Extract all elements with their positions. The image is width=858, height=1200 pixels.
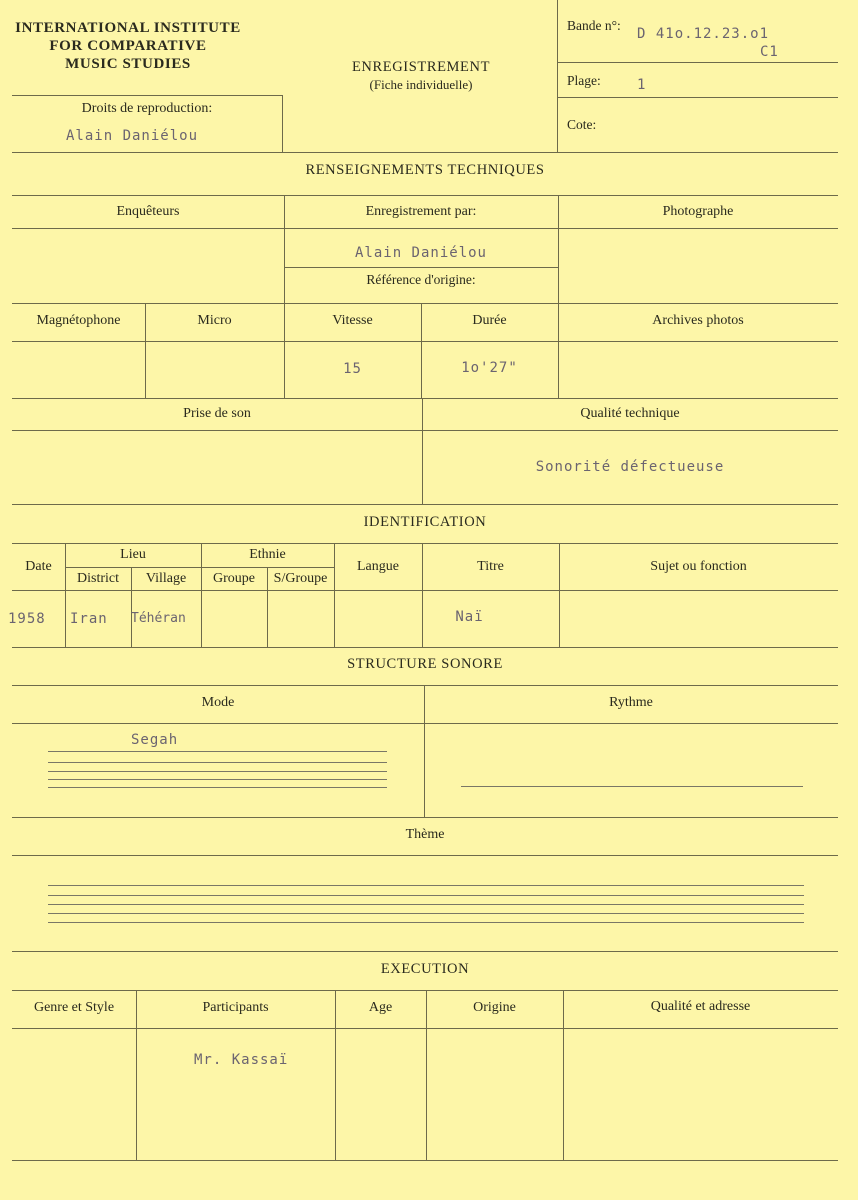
structure-div <box>424 685 425 817</box>
lieu-label: Lieu <box>120 547 146 562</box>
genre-label: Genre et Style <box>33 1000 115 1015</box>
execution-bottom <box>12 1160 838 1161</box>
ident-div-titre <box>559 543 560 647</box>
village-label: Village <box>145 571 187 586</box>
header-bottom-line <box>12 152 838 153</box>
rythme-label: Rythme <box>609 695 653 710</box>
structure-section-title: STRUCTURE SONORE <box>347 656 503 672</box>
theme-write-line-2 <box>48 895 804 896</box>
date-label: Date <box>25 559 52 574</box>
bande-label: Bande n°: <box>567 18 621 33</box>
tech-row2-div2 <box>284 303 285 398</box>
execution-header-line <box>12 1028 838 1029</box>
institute-name-line-2: FOR COMPARATIVE <box>49 38 207 54</box>
bande-suffix: C1 <box>760 44 779 60</box>
form-title: ENREGISTREMENT <box>351 59 491 75</box>
groupe-label: Groupe <box>213 571 255 586</box>
institute-name-line-3: MUSIC STUDIES <box>65 56 191 72</box>
titre-value: Naï <box>455 609 484 625</box>
participants-label: Participants <box>202 1000 269 1015</box>
theme-write-line-4 <box>48 913 804 914</box>
magnetophone-label: Magnétophone <box>36 313 121 328</box>
duree-label: Durée <box>472 313 507 328</box>
ident-title-line <box>12 543 838 544</box>
tech-row3-div <box>422 398 423 504</box>
structure-header-line <box>12 723 838 724</box>
theme-write-line-3 <box>48 904 804 905</box>
reference-line <box>284 267 558 268</box>
mode-write-line-4 <box>48 779 387 780</box>
enregistrement-par-label: Enregistrement par: <box>365 204 477 219</box>
droits-right-line <box>282 95 283 152</box>
ident-div-langue <box>422 543 423 647</box>
village-value: Téhéran <box>131 611 186 626</box>
structure-bottom <box>12 817 838 818</box>
cote-label: Cote: <box>567 117 597 132</box>
tech-row2-div4 <box>558 303 559 398</box>
institute-name-line-1: INTERNATIONAL INSTITUTE <box>15 20 241 36</box>
qualite-label: Qualité technique <box>580 406 680 421</box>
micro-label: Micro <box>197 313 232 328</box>
duree-value: 1o'27" <box>461 360 518 376</box>
execution-section-title: EXECUTION <box>380 961 470 977</box>
qualite-adresse-label: Qualité et adresse <box>650 999 751 1014</box>
plage-line <box>558 97 838 98</box>
langue-label: Langue <box>357 559 399 574</box>
execution-div3 <box>426 990 427 1160</box>
execution-div2 <box>335 990 336 1160</box>
droits-top-line <box>12 95 282 96</box>
form-subtitle: (Fiche individuelle) <box>369 77 473 92</box>
enregistrement-value: Alain Daniélou <box>354 245 487 261</box>
qualite-value: Sonorité défectueuse <box>535 459 725 475</box>
prise-label: Prise de son <box>183 406 251 421</box>
participants-value: Mr. Kassaï <box>194 1052 289 1068</box>
ident-header-line <box>12 590 838 591</box>
theme-write-line-5 <box>48 922 804 923</box>
structure-title-line <box>12 685 838 686</box>
tech-row2-header-line <box>12 341 838 342</box>
header-divider <box>557 0 558 152</box>
mode-write-line-5 <box>48 787 387 788</box>
tech-row2-div1 <box>145 303 146 398</box>
tech-row3-header-line <box>12 430 838 431</box>
reference-label: Référence d'origine: <box>366 272 476 287</box>
plage-value: 1 <box>637 77 647 93</box>
mode-write-line-2 <box>48 762 387 763</box>
enqueteurs-label: Enquêteurs <box>116 204 180 219</box>
archives-label: Archives photos <box>652 313 744 328</box>
ident-section-title: IDENTIFICATION <box>363 514 487 530</box>
date-value: 1958 <box>8 611 46 627</box>
droits-value: Alain Daniélou <box>66 128 199 144</box>
rythme-write-line <box>461 786 803 787</box>
vitesse-label: Vitesse <box>332 313 373 328</box>
ethnie-label: Ethnie <box>249 547 286 562</box>
execution-div4 <box>563 990 564 1160</box>
mode-write-line-3 <box>48 771 387 772</box>
tech-row2-div3 <box>421 303 422 398</box>
bande-line <box>558 62 838 63</box>
theme-header-line <box>12 855 838 856</box>
tech-row3-bottom <box>12 504 838 505</box>
vitesse-value: 15 <box>343 361 362 377</box>
theme-label: Thème <box>405 827 445 842</box>
district-value: Iran <box>70 611 108 627</box>
tech-title-line <box>12 195 838 196</box>
ident-sub-line <box>65 567 334 568</box>
theme-bottom <box>12 951 838 952</box>
plage-label: Plage: <box>567 73 601 88</box>
mode-label: Mode <box>201 695 235 710</box>
tech-row2-bottom <box>12 398 838 399</box>
bande-value: D 41o.12.23.o1 <box>637 26 770 42</box>
droits-label: Droits de reproduction: <box>81 101 213 116</box>
theme-write-line-1 <box>48 885 804 886</box>
mode-write-line-1 <box>48 751 387 752</box>
sujet-label: Sujet ou fonction <box>650 559 747 574</box>
district-label: District <box>77 571 119 586</box>
tech-section-title: RENSEIGNEMENTS TECHNIQUES <box>305 162 545 178</box>
ident-bottom <box>12 647 838 648</box>
age-label: Age <box>368 1000 393 1015</box>
ident-div-ethnie <box>334 543 335 647</box>
tech-row1-header-line <box>12 228 838 229</box>
sgroupe-label: S/Groupe <box>273 571 328 586</box>
tech-row1-bottom <box>12 303 838 304</box>
execution-div1 <box>136 990 137 1160</box>
tech-row1-div2 <box>558 195 559 303</box>
mode-value: Segah <box>131 732 179 748</box>
titre-label: Titre <box>477 559 504 574</box>
photographe-label: Photographe <box>662 204 734 219</box>
origine-label: Origine <box>473 1000 516 1015</box>
